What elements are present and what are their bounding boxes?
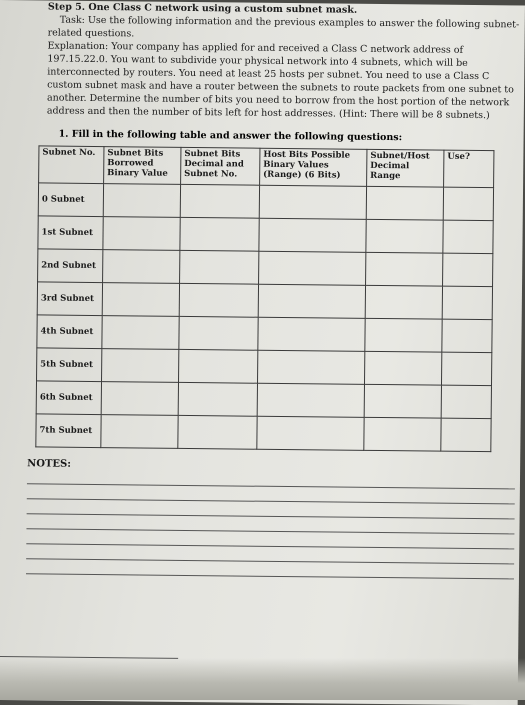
cell-use[interactable] <box>442 286 492 320</box>
cell-host-bits[interactable] <box>258 350 365 384</box>
row-label: 5th Subnet <box>37 348 102 382</box>
cell-borrowed[interactable] <box>102 316 179 350</box>
note-line[interactable] <box>27 483 515 489</box>
explanation-line-2: 197.15.22.0. You want to subdivide your physical network into 4 subnets, which will be <box>47 53 468 69</box>
cell-decimal[interactable] <box>180 184 259 218</box>
cell-decimal[interactable] <box>180 250 259 284</box>
page-shadow <box>0 658 525 700</box>
explanation-line-6: address and then the number of bits left for host addresses. (Hint: There will be 8 subnets.) <box>46 105 490 122</box>
note-line[interactable] <box>26 543 514 549</box>
note-line[interactable] <box>27 513 515 519</box>
cell-use[interactable] <box>443 220 493 254</box>
cell-range[interactable] <box>366 219 443 253</box>
task-line-cont: related questions. <box>47 27 135 40</box>
cell-decimal[interactable] <box>179 283 258 317</box>
cell-decimal[interactable] <box>179 316 258 350</box>
subnet-table <box>35 145 494 452</box>
cell-use[interactable] <box>441 418 491 452</box>
question-1: 1. Fill in the following table and answer the following questions: <box>58 128 403 144</box>
row-label: 7th Subnet <box>36 414 101 448</box>
note-line[interactable] <box>26 528 514 534</box>
cell-host-bits[interactable] <box>257 383 364 417</box>
row-label: 2nd Subnet <box>38 249 103 283</box>
cell-borrowed[interactable] <box>101 382 178 416</box>
row-label: 1st Subnet <box>38 216 103 250</box>
cell-host-bits[interactable] <box>258 317 365 351</box>
row-label: 0 Subnet <box>38 183 103 217</box>
header-subnet-no: Subnet No. <box>39 146 104 184</box>
cell-host-bits[interactable] <box>259 185 366 219</box>
cell-decimal[interactable] <box>179 349 258 383</box>
table-row <box>38 249 493 287</box>
cell-borrowed[interactable] <box>103 250 180 284</box>
table-row <box>38 216 493 254</box>
cell-host-bits[interactable] <box>259 218 366 252</box>
table-row <box>37 315 492 353</box>
cell-use[interactable] <box>441 352 491 386</box>
cell-range[interactable] <box>364 351 441 385</box>
cell-range[interactable] <box>365 285 442 319</box>
table-row <box>36 414 491 452</box>
cell-borrowed[interactable] <box>103 217 180 251</box>
cell-use[interactable] <box>443 253 493 287</box>
cell-use[interactable] <box>441 385 491 419</box>
task-line: Task: Use the following information and the previous examples to answer the following subnet- <box>59 14 520 31</box>
header-borrowed-binary: Subnet Bits Borrowed Binary Value <box>104 147 181 185</box>
step-title: Step 5. One Class C network using a custom subnet mask. <box>47 1 358 16</box>
cell-host-bits[interactable] <box>259 251 366 285</box>
header-host-bits: Host Bits Possible Binary Values (Range) (6 Bits) <box>260 148 367 186</box>
cell-host-bits[interactable] <box>257 416 364 450</box>
note-line[interactable] <box>26 558 514 564</box>
note-line[interactable] <box>26 573 514 579</box>
cell-host-bits[interactable] <box>258 284 365 318</box>
table-header-row <box>39 146 494 188</box>
cell-use[interactable] <box>442 319 492 353</box>
header-use: Use? <box>444 150 494 188</box>
step-instructions <box>46 1 520 123</box>
cell-borrowed[interactable] <box>102 283 179 317</box>
row-label: 6th Subnet <box>36 381 101 415</box>
note-line[interactable] <box>27 498 515 504</box>
explanation-line-1: Explanation: Your company has applied for and received a Class C network address of <box>47 40 464 56</box>
header-decimal-range: Subnet/Host Decimal Range <box>367 149 444 187</box>
header-decimal-subnet: Subnet Bits Decimal and Subnet No. <box>181 147 260 185</box>
cell-decimal[interactable] <box>178 415 257 449</box>
cell-range[interactable] <box>364 384 441 418</box>
cell-use[interactable] <box>443 187 493 221</box>
table-row <box>37 282 492 320</box>
cell-range[interactable] <box>364 417 441 451</box>
cell-decimal[interactable] <box>180 217 259 251</box>
cell-borrowed[interactable] <box>101 415 178 449</box>
cell-decimal[interactable] <box>178 382 257 416</box>
row-label: 3rd Subnet <box>37 282 102 316</box>
cell-range[interactable] <box>366 186 443 220</box>
cell-range[interactable] <box>366 252 443 286</box>
explanation-line-4: custom subnet mask and have a router between the subnets to route packets from one subnet to <box>47 79 514 96</box>
table-row <box>37 348 492 386</box>
cell-borrowed[interactable] <box>103 184 180 218</box>
cell-range[interactable] <box>365 318 442 352</box>
notes-label: NOTES: <box>27 458 72 470</box>
row-label: 4th Subnet <box>37 315 102 349</box>
explanation-line-5: another. Determine the number of bits you need to borrow from the host portion of the network <box>46 92 510 109</box>
table-row <box>38 183 493 221</box>
explanation-line-3: interconnected by routers. You need at least 25 hosts per subnet. You need to use a Class C <box>47 66 490 83</box>
table-row <box>36 381 491 419</box>
cell-borrowed[interactable] <box>102 349 179 383</box>
